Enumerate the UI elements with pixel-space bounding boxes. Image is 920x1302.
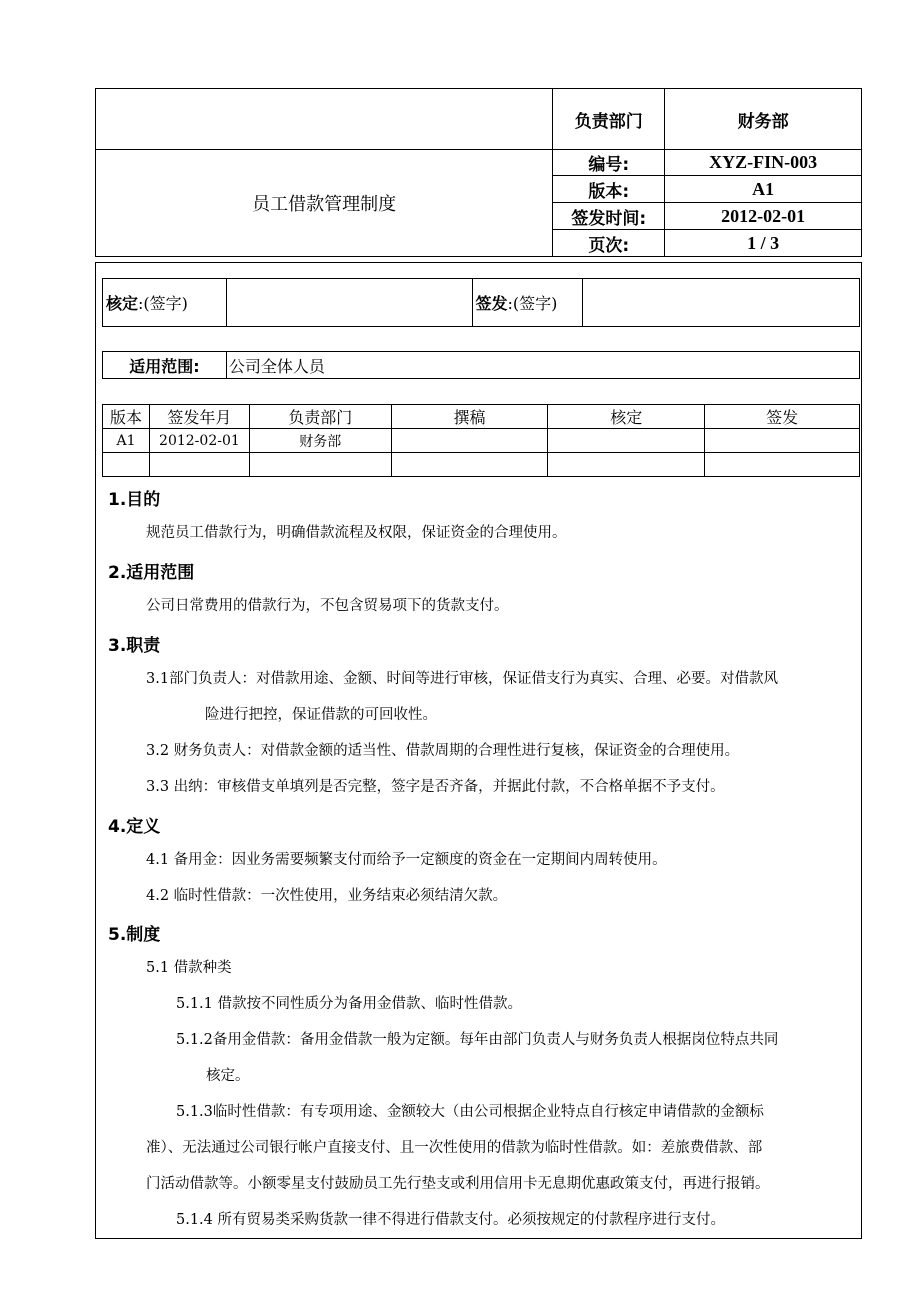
table-row [103,429,860,453]
approve-hint: :(签字) [138,294,188,313]
section-3-2: 3.2 财务负责人：对借款金额的适当性、借款周期的合理性进行复核，保证资金的合理使用。 [146,743,740,759]
header-blank-cell [96,89,553,150]
revision-cell [391,453,548,477]
revision-header-issue: 签发 [705,405,860,429]
approve-cell [103,279,227,327]
revision-cell [149,453,249,477]
section-5-1: 5.1 借款种类 [146,960,232,976]
section-5-1-3-line-1: 5.1.3临时性借款：有专项用途、金额较大（由公司根据企业特点自行核定申请借款的金额标 [176,1104,764,1120]
section-5-1-2-line-1: 5.1.2备用金借款：备用金借款一般为定额。每年由部门负责人与财务负责人根据岗位特点共同 [176,1032,779,1048]
page-label: 页次: [553,230,665,257]
revision-cell [391,429,548,453]
section-5-1-1: 5.1.1 借款按不同性质分为备用金借款、临时性借款。 [176,996,523,1012]
section-3-3: 3.3 出纳：审核借支单填列是否完整，签字是否齐备，并据此付款，不合格单据不予支付。 [146,779,725,795]
revision-header-dept: 负责部门 [249,405,391,429]
section-1-heading: 1.目的 [108,490,161,510]
revision-cell [548,429,705,453]
revision-header-approve: 核定 [548,405,705,429]
issue-cell [472,279,583,327]
dept-value: 财务部 [665,89,862,150]
approve-label: 核定 [106,294,139,313]
dept-label: 负责部门 [553,89,665,150]
revision-cell [548,453,705,477]
document-title: 员工借款管理制度 [96,150,553,257]
code-label: 编号: [553,150,665,176]
revision-header-version: 版本 [103,405,150,429]
date-value: 2012-02-01 [665,203,862,230]
revision-cell: 财务部 [249,429,391,453]
version-value: A1 [665,176,862,203]
section-5-1-2-line-2: 核定。 [206,1068,250,1084]
version-label: 版本: [553,176,665,203]
section-4-heading: 4.定义 [108,817,161,837]
section-2-heading: 2.适用范围 [108,563,195,583]
scope-table [102,351,860,379]
code-value: XYZ-FIN-003 [665,150,862,176]
section-3-1-line-2: 险进行把控，保证借款的可回收性。 [205,707,437,723]
date-label: 签发时间: [553,203,665,230]
section-4-1: 4.1 备用金：因业务需要频繁支付而给予一定额度的资金在一定期间内周转使用。 [146,852,667,868]
revision-header-date: 签发年月 [149,405,249,429]
revision-header-author: 撰稿 [391,405,548,429]
revision-cell [249,453,391,477]
section-5-1-3-line-3: 门活动借款等。小额零星支付鼓励员工先行垫支或利用信用卡无息期优惠政策支付，再进行报销。 [146,1176,770,1192]
scope-value: 公司全体人员 [226,352,859,379]
section-5-heading: 5.制度 [108,925,161,945]
revision-cell: 2012-02-01 [149,429,249,453]
revision-cell: A1 [103,429,150,453]
page-value: 1 / 3 [665,230,862,257]
issue-label: 签发 [475,294,508,313]
revision-table [102,404,860,477]
issue-signature-field[interactable] [583,279,860,327]
issue-hint: :(签字) [507,294,558,313]
section-3-heading: 3.职责 [108,636,161,656]
section-5-1-3-line-2: 准）、无法通过公司银行帐户直接支付、且一次性使用的借款为临时性借款。如：差旅费借款、部 [146,1140,763,1156]
section-4-2: 4.2 临时性借款：一次性使用，业务结束必须结清欠款。 [146,888,508,904]
section-2-text: 公司日常费用的借款行为，不包含贸易项下的货款支付。 [146,598,509,614]
scope-label: 适用范围: [103,352,227,379]
section-1-text: 规范员工借款行为，明确借款流程及权限，保证资金的合理使用。 [146,525,567,541]
revision-cell [103,453,150,477]
approve-signature-field[interactable] [226,279,472,327]
revision-cell [705,429,860,453]
revision-cell [705,453,860,477]
approval-table [102,278,860,327]
table-row [103,453,860,477]
section-3-1-line-1: 3.1部门负责人：对借款用途、金额、时间等进行审核，保证借支行为真实、合理、必要。对借款风 [146,671,779,687]
document-header-table [95,88,862,257]
section-5-1-4: 5.1.4 所有贸易类采购货款一律不得进行借款支付。必须按规定的付款程序进行支付。 [176,1212,726,1228]
